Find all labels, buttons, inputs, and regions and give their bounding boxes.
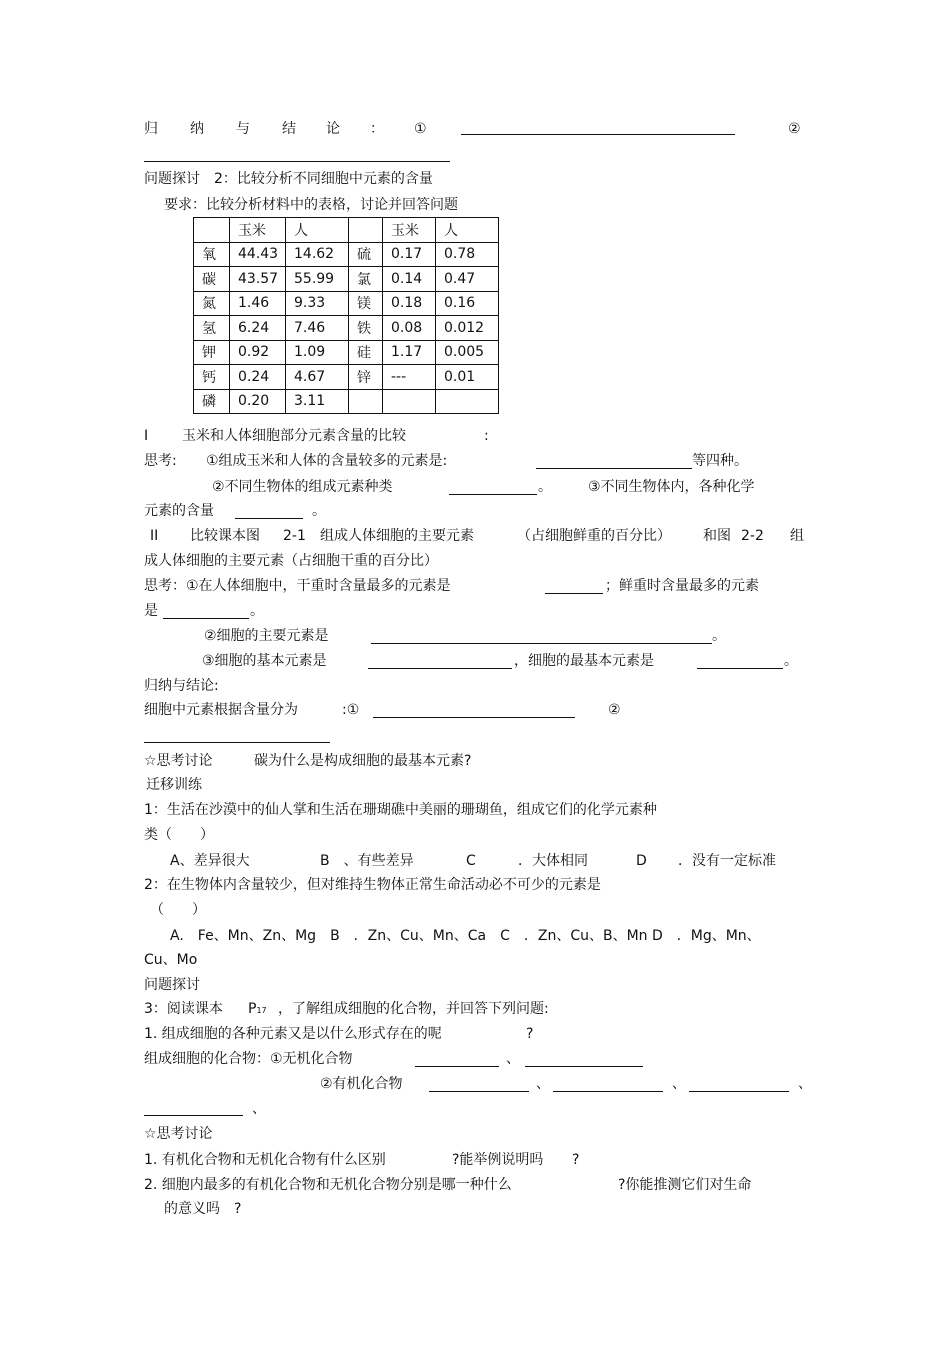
answer-blank [368, 668, 512, 669]
table-cell: 1.17 [383, 340, 436, 365]
table-cell: 0.01 [436, 365, 499, 390]
table-cell: 玉米 [383, 218, 436, 243]
discuss2-item1: 1. 有机化合物和无机化合物有什么区别 [144, 1152, 386, 1168]
answer-blank [415, 1066, 499, 1067]
table-cell: 人 [286, 218, 349, 243]
summary-circle-2: ② [608, 702, 621, 718]
table-cell: 0.20 [230, 389, 286, 414]
element-content-table [193, 217, 499, 414]
think1c-cont: 元素的含量 [144, 503, 214, 519]
table-cell: 镁 [349, 291, 383, 316]
summary-char: 归 [144, 121, 158, 137]
table-cell: 氮 [194, 291, 230, 316]
think2b-text: ②细胞的主要元素是 [204, 628, 329, 644]
discuss2-item2-cont: 的意义吗 [164, 1201, 220, 1217]
table-cell: 钙 [194, 365, 230, 390]
table-cell: 碳 [194, 267, 230, 292]
practice-q2-paren: （ ） [150, 902, 206, 918]
table-cell: 3.11 [286, 389, 349, 414]
table-cell [349, 389, 383, 414]
part1-colon: : [484, 428, 489, 444]
think2a-mid: ；鲜重时含量最多的元素 [605, 578, 759, 594]
part2-number: II [150, 528, 159, 544]
summary-char: ① [414, 121, 427, 137]
table-cell: 0.92 [230, 340, 286, 365]
discuss1-label: ☆思考讨论 [144, 753, 213, 769]
summary-char: 论 [326, 121, 340, 137]
think-label: 思考: [144, 453, 177, 469]
compounds-label: 组成细胞的化合物：①无机化合物 [144, 1051, 353, 1067]
answer-blank [144, 742, 330, 743]
table-cell: 7.46 [286, 316, 349, 341]
summary-char: 结 [282, 121, 296, 137]
table-cell: 玉米 [230, 218, 286, 243]
q2-heading: 问题探讨 2：比较分析不同细胞中元素的含量 [144, 171, 433, 187]
q3-intro-rest: ，了解组成细胞的化合物，并回答下列问题: [278, 1001, 549, 1017]
table-row [194, 340, 499, 365]
option-d-letter: D [636, 853, 647, 869]
table-row [194, 316, 499, 341]
think2c-mid: ，细胞的最基本元素是 [514, 653, 654, 669]
table-cell: 6.24 [230, 316, 286, 341]
practice-q1: 1：生活在沙漠中的仙人掌和生活在珊瑚礁中美丽的珊瑚鱼，组成它们的化学元素种 [144, 802, 657, 818]
option-c: ．大体相同 [518, 853, 588, 869]
think1c-end: 。 [312, 503, 326, 519]
table-cell: 1.09 [286, 340, 349, 365]
separator: 、 [672, 1076, 686, 1092]
summary-text: 细胞中元素根据含量分为 [144, 702, 298, 718]
table-cell: 0.18 [383, 291, 436, 316]
discuss2-item1-q: ? [572, 1152, 580, 1168]
part2-text: （占细胞鲜重的百分比） [517, 528, 671, 544]
think1a-end: 等四种。 [692, 453, 748, 469]
table-cell: 氧 [194, 242, 230, 267]
table-cell [194, 218, 230, 243]
answer-blank [449, 494, 537, 495]
part1-title: 玉米和人体细胞部分元素含量的比较 [182, 428, 406, 444]
table-cell [436, 389, 499, 414]
separator: 、 [252, 1101, 266, 1117]
table-cell: 0.17 [383, 242, 436, 267]
table-row [194, 242, 499, 267]
part2-text: 组成人体细胞的主要元素 [320, 528, 474, 544]
q2-requirement: 要求：比较分析材料中的表格，讨论并回答问题 [164, 197, 458, 213]
answer-blank [461, 134, 735, 135]
option-b: B 、有些差异 [320, 853, 414, 869]
part1-number: I [144, 428, 149, 444]
think1a-text: ①组成玉米和人体的含量较多的元素是: [206, 453, 448, 469]
table-cell: 0.78 [436, 242, 499, 267]
part2-fig2: 2-2 [741, 528, 764, 544]
discuss2-item2: 2. 细胞内最多的有机化合物和无机化合物分别是哪一种什么 [144, 1177, 512, 1193]
answer-blank [536, 468, 692, 469]
table-cell: 氯 [349, 267, 383, 292]
answer-blank [371, 643, 712, 644]
answer-blank [525, 1066, 643, 1067]
q3-item1-q: ? [526, 1026, 534, 1042]
table-cell: 氢 [194, 316, 230, 341]
part2-cont: 成人体细胞的主要元素（占细胞干重的百分比） [144, 553, 438, 569]
table-cell: 钾 [194, 340, 230, 365]
table-header-row [194, 218, 499, 243]
table-cell: 磷 [194, 389, 230, 414]
table-cell: 硫 [349, 242, 383, 267]
option-d: ．没有一定标准 [678, 853, 776, 869]
table-cell: 硅 [349, 340, 383, 365]
table-row [194, 291, 499, 316]
organic-label: ②有机化合物 [320, 1076, 403, 1092]
table-cell: 4.67 [286, 365, 349, 390]
table-cell: 0.47 [436, 267, 499, 292]
table-cell: 人 [436, 218, 499, 243]
practice-q2-options-cont: Cu、Mo [144, 952, 198, 968]
summary-title: 归纳与结论: [144, 678, 219, 694]
table-cell: --- [383, 365, 436, 390]
table-cell: 0.16 [436, 291, 499, 316]
page-number: 17 [256, 1006, 267, 1015]
summary-char: 与 [236, 121, 250, 137]
table-row [194, 267, 499, 292]
table-row [194, 365, 499, 390]
answer-blank [144, 161, 450, 162]
think1b-end: 。 [538, 479, 552, 495]
table-cell [349, 218, 383, 243]
practice-q2: 2：在生物体内含量较少，但对维持生物体正常生命活动必不可少的元素是 [144, 877, 601, 893]
answer-blank [373, 717, 575, 718]
answer-blank [429, 1091, 529, 1092]
discuss2-item2-q: ? [234, 1201, 242, 1217]
discuss2-label: ☆思考讨论 [144, 1126, 213, 1142]
think2a-end: 。 [250, 603, 264, 619]
discuss2-item2-b: ?你能推测它们对生命 [618, 1177, 752, 1193]
option-a: A、差异很大 [170, 853, 250, 869]
option-c-letter: C [466, 853, 476, 869]
table-cell: 43.57 [230, 267, 286, 292]
separator: 、 [536, 1076, 550, 1092]
summary-char: ② [788, 121, 801, 137]
practice-q1-cont: 类（ ） [144, 827, 214, 843]
discuss1-question: 碳为什么是构成细胞的最基本元素? [254, 753, 472, 769]
part2-text: 和图 [703, 528, 731, 544]
answer-blank [235, 518, 303, 519]
table-cell: 0.005 [436, 340, 499, 365]
think2b-end: 。 [712, 628, 726, 644]
table-cell: 0.08 [383, 316, 436, 341]
think1c-text: ③不同生物体内，各种化学 [588, 479, 755, 495]
q3-heading: 问题探讨 [144, 977, 200, 993]
table-cell: 0.14 [383, 267, 436, 292]
practice-q2-options: A. Fe、Mn、Zn、Mg B ．Zn、Cu、Mn、Ca C ．Zn、Cu、B、Mn D ．Mg、Mn、 [170, 928, 761, 944]
table-cell: 0.24 [230, 365, 286, 390]
part2-text: 比较课本图 [190, 528, 260, 544]
think1b-text: ②不同生物体的组成元素种类 [212, 479, 393, 495]
q3-item1: 1. 组成细胞的各种元素又是以什么形式存在的呢 [144, 1026, 442, 1042]
answer-blank [163, 618, 249, 619]
separator: 、 [798, 1076, 812, 1092]
part2-fig1: 2-1 [283, 528, 306, 544]
discuss2-item1-b: ?能举例说明吗 [452, 1152, 544, 1168]
answer-blank [697, 668, 783, 669]
table-cell: 44.43 [230, 242, 286, 267]
page-letter: P [248, 1001, 257, 1017]
answer-blank [553, 1091, 663, 1092]
think2c-end: 。 [784, 653, 798, 669]
think2a-text: 思考：①在人体细胞中，干重时含量最多的元素是 [144, 578, 451, 594]
q3-intro-page [248, 1000, 267, 1020]
table-cell: 0.012 [436, 316, 499, 341]
table-cell: 1.46 [230, 291, 286, 316]
think2a-cont: 是 [144, 603, 158, 619]
table-cell: 9.33 [286, 291, 349, 316]
table-cell: 55.99 [286, 267, 349, 292]
answer-blank [144, 1115, 243, 1116]
summary-char: ： [370, 121, 384, 137]
table-cell: 14.62 [286, 242, 349, 267]
answer-blank [689, 1091, 789, 1092]
answer-blank [545, 593, 603, 594]
table-row [194, 389, 499, 414]
table-cell: 铁 [349, 316, 383, 341]
summary-char: 纳 [190, 121, 204, 137]
separator: 、 [506, 1051, 520, 1067]
table-cell [383, 389, 436, 414]
q3-intro: 3：阅读课本 [144, 1001, 223, 1017]
summary-circle-1: :① [342, 702, 360, 718]
part2-text: 组 [790, 528, 804, 544]
practice-title: 迁移训练 [146, 777, 202, 793]
think2c-text: ③细胞的基本元素是 [202, 653, 327, 669]
table-cell: 锌 [349, 365, 383, 390]
